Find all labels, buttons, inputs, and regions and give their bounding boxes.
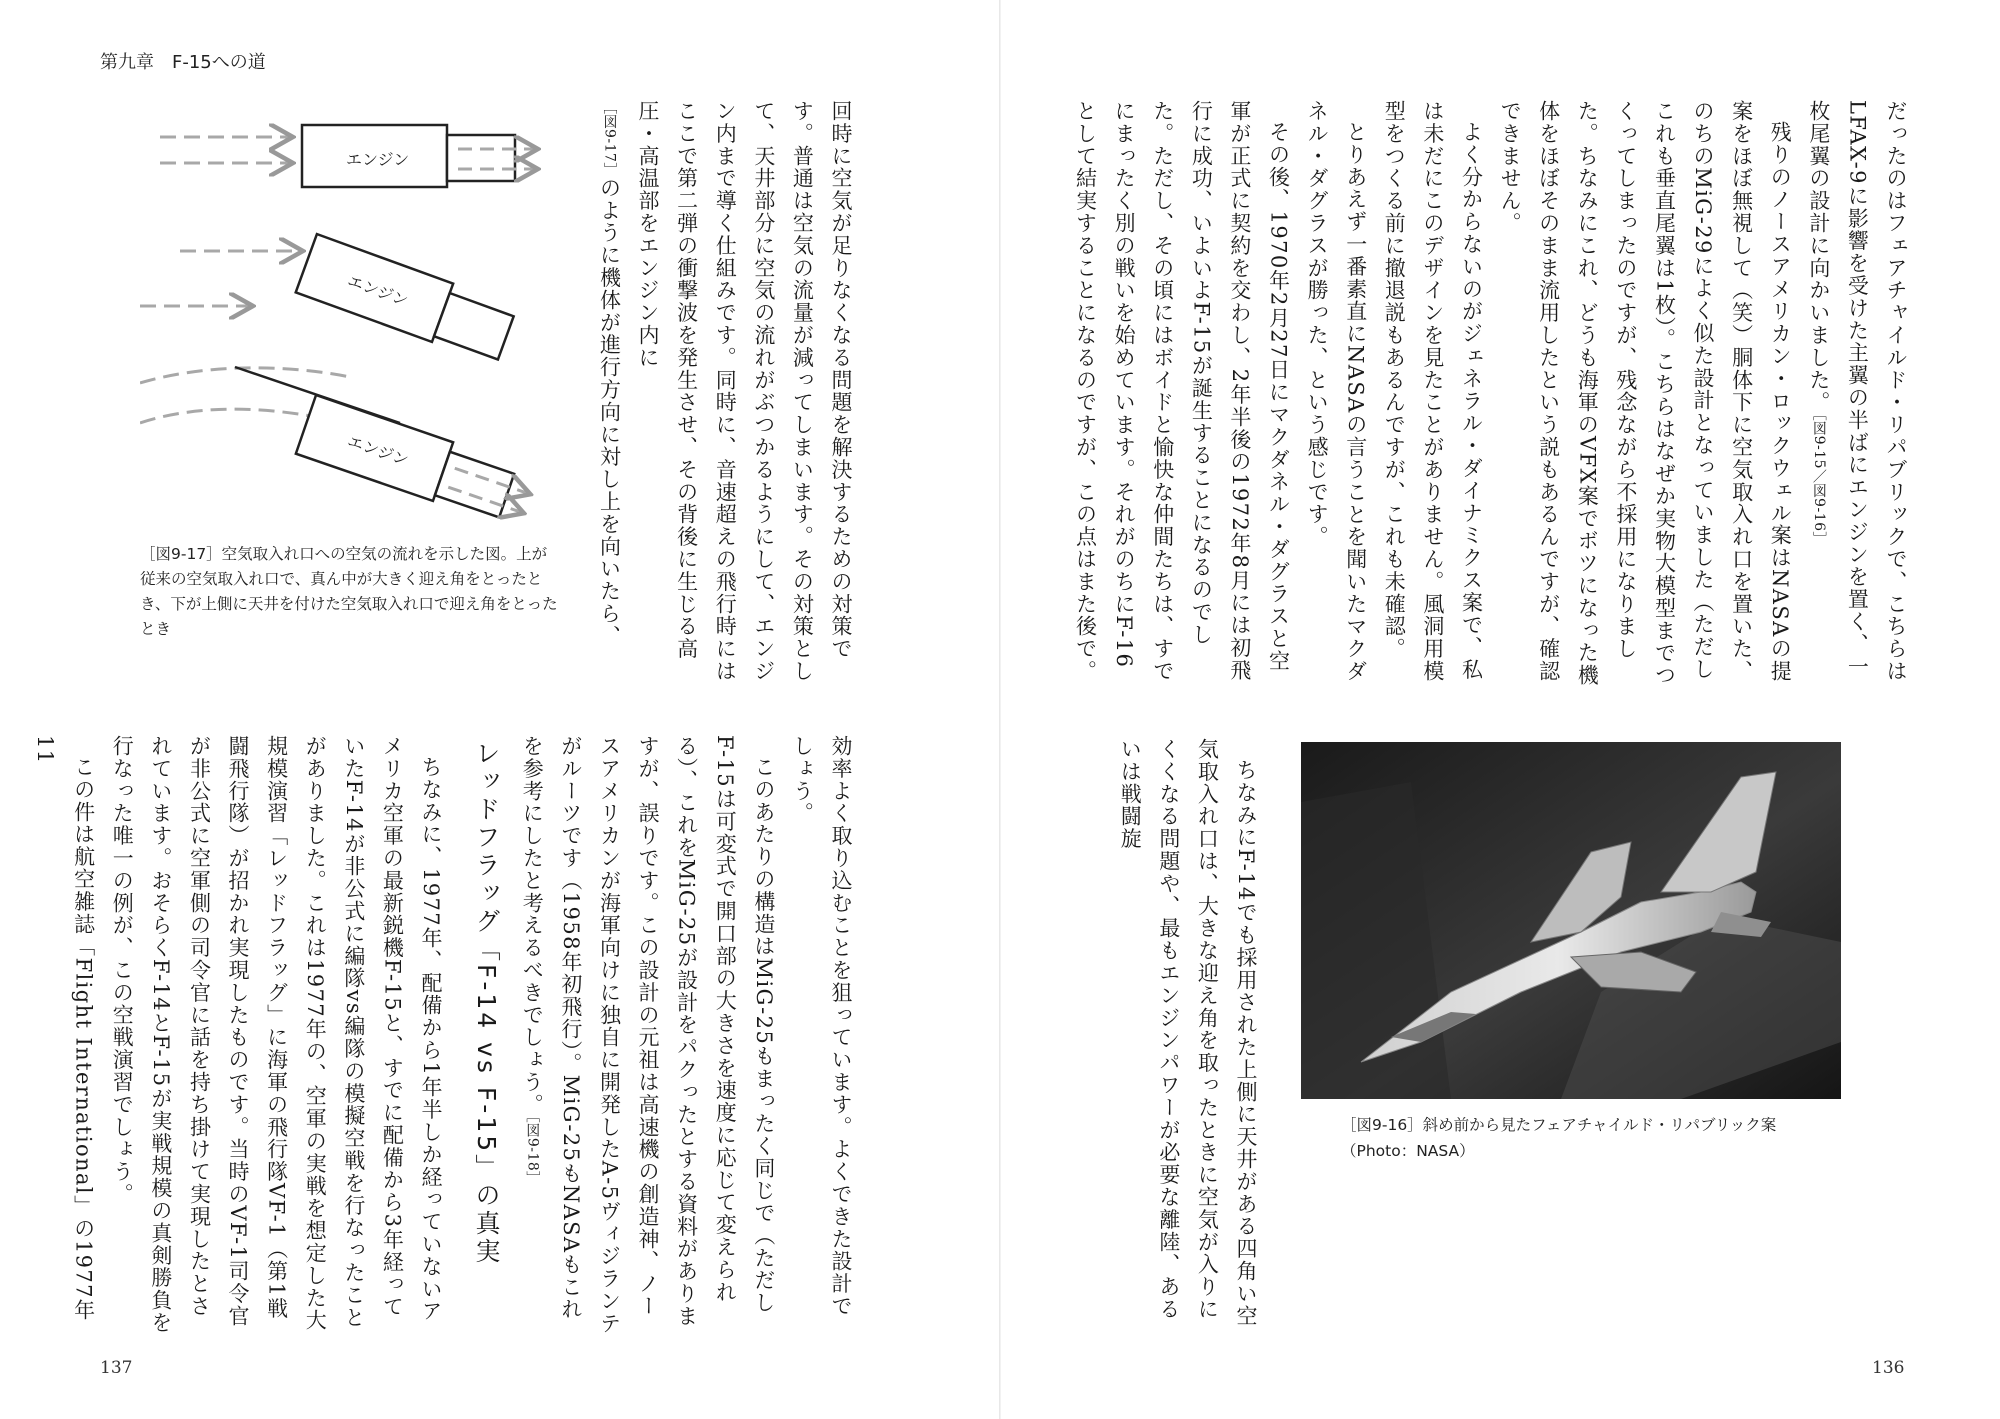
right-lower-text	[1118, 738, 1265, 1338]
fairchild-republic-model-photo	[1301, 742, 1841, 1099]
left-upper-text	[597, 100, 860, 690]
engine-label-1: エンジン	[346, 152, 410, 169]
left-lower-right-text	[520, 735, 860, 1335]
page-number-right: 136	[1872, 1358, 1905, 1378]
diagram-panel-top	[160, 125, 535, 187]
left-upper-text-1: 回時に空気が足りなくなる問題を解決するための対策です。普通は空気の流量が減ってしまいます。その対策として、天井部分に空気の流れがぶつかるようにして、エンジン内まで導く仕組みです。同時に、音速超えの飛行時にはここで第二弾の衝撃波を発生させ、その背後に生じる高圧・高温部をエンジン内に	[636, 100, 853, 683]
left-lower-text-p1: 効率よく取り込むことを狙っています。よくできた設計でしょう。	[790, 735, 853, 1318]
figure-9-16-caption-line1: ［図9-16］斜め前から見たフェアチャイルド・リパブリック案	[1341, 1116, 1777, 1134]
page-number-left: 137	[100, 1358, 133, 1378]
right-upper-p4: とりあえず一番素直にNASAの言うことを聞いたマクダネル・ダグラスが勝った、という感じです。	[1305, 100, 1368, 683]
left-lower-left-p1: ちなみに、1977年、配備から1年半しか経っていないアメリカ空軍の最新鋭機F-15と、すでに配備から3年経っていたF-14が非公式に編隊vs編隊の模擬空戦を行なったことがありました。これは1977年の、空軍の実戦を想定した大規模演習「レッドフラッグ」に海軍の飛行隊VF-1（第1戦闘飛行隊）が招かれ実現したものです。当時のVF-1司令官が非公式に空軍側の司令官に話を持ち掛けて実現したとされています。おそらくF-14とF-15が実戦規模の真剣勝負を行なった唯一の例が、この空戦演習でしょう。	[110, 735, 443, 1334]
figure-9-17-caption: ［図9-17］空気取入れ口への空気の流れを示した図。上が従来の空気取入れ口で、真ん中が大きく迎え角をとったとき、下が上側に天井を付けた空気取入れ口で迎え角をとったとき	[140, 545, 558, 638]
diagram-panel-bottom	[140, 367, 535, 529]
left-upper-text-2: のように機体が進行方向に対し上を向いたら、	[597, 176, 622, 648]
figure-ref-9-17: ［図9-17］	[601, 100, 618, 177]
right-upper-p2: 残りのノースアメリカン・ロックウェル案はNASAの提案をほぼ無視して（笑）胴体下に空気取入れ口を置いた、のちのMiG-29によく似た設計となっていました（ただしこれも垂直尾翼は1枚）。こちらはなぜか実物大模型までつくってしまったのですが、残念ながら不採用になりました。ちなみにこれ、どうも海軍のVFX案でボツになった機体をほぼそのまま流用したという説もあるんですが、確認できません。	[1498, 100, 1793, 687]
left-lower-text-p2: このあたりの構造はMiG-25もまったく同じで（ただしF-15は可変式で開口部の大きさを速度に応じて変えられる）、これをMiG-25が設計をパクったとする資料がありますが、誤りです。この設計の元祖は高速機の創造神、ノースアメリカンが海軍向けに独自に開発したA-5ヴィジランテがルーツです（1958年初飛行）。MiG-25もNASAもこれを参考にしたと考えるべきでしょう。	[520, 735, 776, 1335]
figure-9-16-caption-line2: （Photo：NASA）	[1341, 1142, 1475, 1160]
right-lower-p1: ちなみにF-14でも採用された上側に天井がある四角い空気取入れ口は、大きな迎え角を取ったときに空気が入りにくくなる問題や、最もエンジンパワーが必要な離陸、あるいは戦闘旋	[1118, 738, 1258, 1328]
right-upper-p1: だったのはフェアチャイルド・リパブリックで、こちらはLFAX-9に影響を受けた主翼の半ばにエンジンを置く、一枚尾翼の設計に向かいました。	[1806, 100, 1908, 683]
right-upper-p5: その後、1970年2月27日にマクダネル・ダグラスと空軍が正式に契約を交わし、2年半後の1972年8月には初飛行に成功、いよいよF-15が誕生することになるのでした。ただし、その頃にはボイドと愉快な仲間たちは、すでにまったく別の戦いを始めています。それがのちにF-16として結実することになるのですが、この点はまた後で。	[1073, 100, 1291, 683]
left-lower-left-text	[33, 735, 450, 1335]
engine-label-2: エンジン	[344, 272, 411, 311]
right-upper-p3: よく分からないのがジェネラル・ダイナミクス案で、私は未だにこのデザインを見たことがありません。風洞用模型をつくる前に撤退説もあるんですが、これも未確認。	[1382, 100, 1484, 683]
figure-ref-9-15-9-16: ［図9-15／図9-16］	[1810, 413, 1827, 547]
diagram-panel-middle	[140, 234, 517, 365]
figure-9-16-caption	[1341, 1112, 1861, 1164]
right-upper-text	[1073, 100, 1915, 690]
page-gutter	[999, 0, 1001, 1419]
engine-label-3: エンジン	[344, 433, 411, 471]
running-header: 第九章 F-15への道	[100, 52, 266, 73]
figure-ref-9-18: ［図9-18］	[524, 1115, 541, 1186]
intake-airflow-diagram	[140, 105, 558, 537]
left-lower-left-p2: この件は航空雑誌「Flight International」の1977年11	[33, 735, 96, 1322]
section-heading: レッドフラッグ「F-14 vs F-15」の真実	[472, 740, 501, 1267]
